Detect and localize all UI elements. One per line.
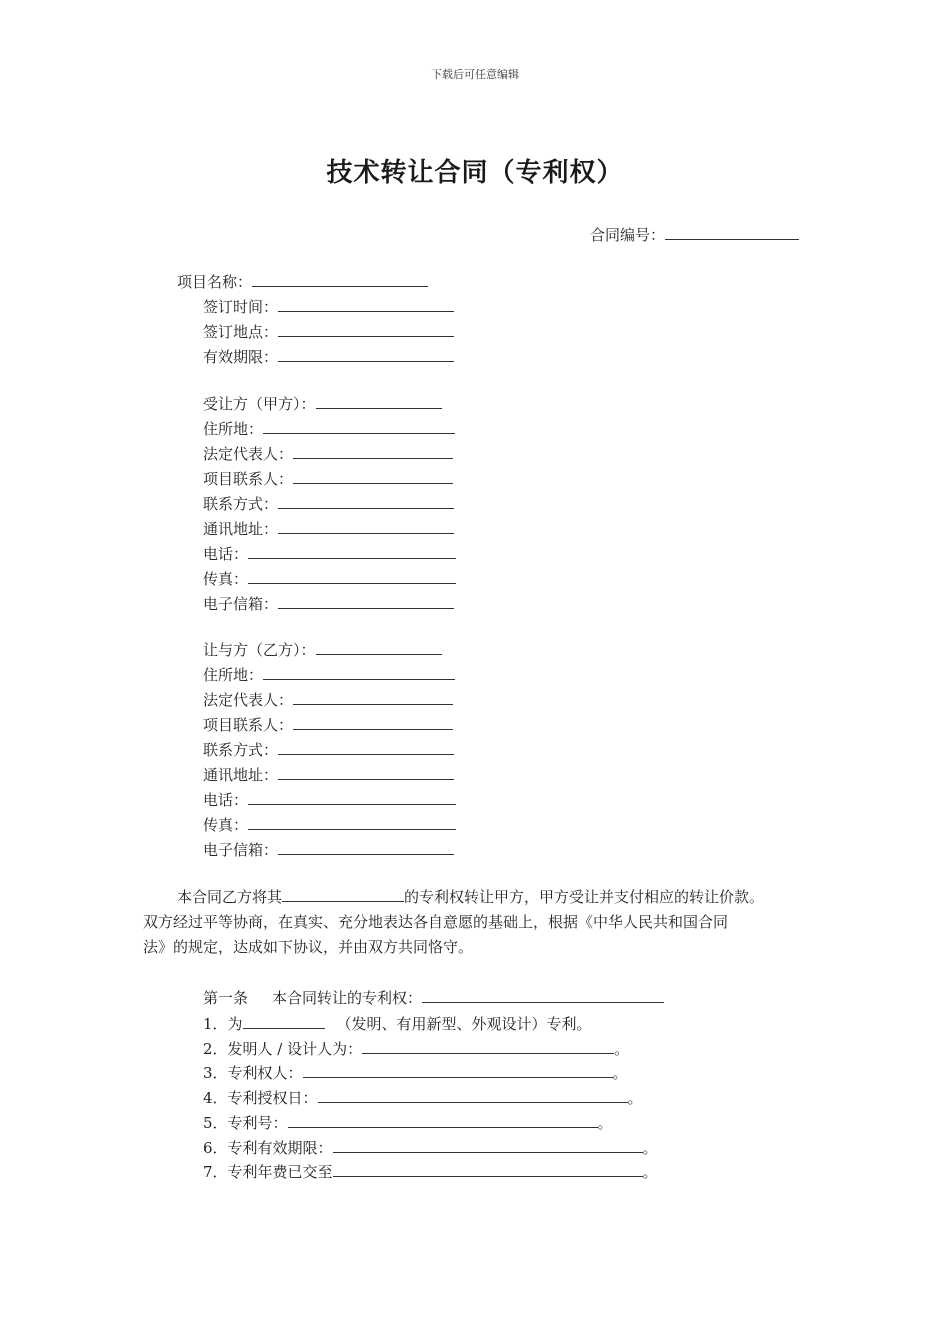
item-6-prefix: 6．专利有效期限： — [203, 1139, 333, 1157]
party-b-heading: 让与方（乙方）： — [203, 641, 316, 659]
party-b-contact-method-blank[interactable] — [278, 740, 454, 755]
party-b-heading-row — [203, 640, 442, 660]
party-a-contact-person-row — [203, 469, 453, 489]
article-1-item-5 — [203, 1113, 613, 1133]
party-b-email-row — [203, 840, 454, 860]
party-b-fax-label: 传真： — [203, 816, 249, 834]
party-a-fax-label: 传真： — [203, 570, 249, 588]
preamble-line-1 — [143, 885, 843, 910]
item-5-suffix: 。 — [597, 1114, 613, 1132]
item-6-blank[interactable] — [333, 1138, 643, 1153]
party-b-residence-label: 住所地： — [203, 666, 264, 684]
contract-number-blank[interactable] — [665, 225, 799, 240]
party-a-legal-rep-row — [203, 444, 453, 464]
item-3-blank[interactable] — [303, 1063, 613, 1078]
party-a-residence-blank[interactable] — [263, 419, 455, 434]
party-a-address-blank[interactable] — [278, 519, 454, 534]
preamble-line-3: 法》的规定，达成如下协议，并由双方共同恪守。 — [143, 938, 474, 956]
article-1-blank[interactable] — [422, 988, 664, 1003]
party-a-contact-person-label: 项目联系人： — [203, 470, 294, 488]
party-a-contact-method-blank[interactable] — [278, 494, 454, 509]
sign-time-label: 签订时间： — [203, 298, 279, 316]
article-1-item-7 — [203, 1162, 658, 1182]
party-b-address-row — [203, 765, 454, 785]
party-b-fax-blank[interactable] — [248, 815, 456, 830]
contract-number-label: 合同编号： — [590, 226, 666, 244]
preamble-text-b: 的专利权转让甲方，甲方受让并支付相应的转让价款。 — [404, 888, 765, 906]
party-b-email-label: 电子信箱： — [203, 841, 279, 859]
header-note: 下载后可任意编辑 — [431, 68, 519, 81]
validity-row — [203, 347, 454, 367]
article-1-item-4 — [203, 1088, 643, 1108]
item-1-suffix: （发明、有用新型、外观设计）专利。 — [336, 1015, 592, 1033]
item-2-prefix: 2．发明人 / 设计人为： — [203, 1040, 363, 1058]
party-a-email-blank[interactable] — [278, 594, 454, 609]
article-1-item-2 — [203, 1039, 629, 1059]
item-6-suffix: 。 — [642, 1139, 658, 1157]
document-title: 技术转让合同（专利权） — [326, 158, 624, 188]
validity-label: 有效期限： — [203, 348, 279, 366]
party-a-heading: 受让方（甲方）： — [203, 395, 316, 413]
contract-number-row — [590, 225, 799, 245]
party-b-legal-rep-label: 法定代表人： — [203, 691, 294, 709]
party-a-residence-label: 住所地： — [203, 420, 264, 438]
item-3-suffix: 。 — [612, 1064, 628, 1082]
party-a-email-label: 电子信箱： — [203, 595, 279, 613]
party-a-legal-rep-label: 法定代表人： — [203, 445, 294, 463]
party-a-address-row — [203, 519, 454, 539]
item-2-blank[interactable] — [362, 1039, 614, 1054]
sign-place-row — [203, 322, 454, 342]
party-b-legal-rep-blank[interactable] — [293, 690, 453, 705]
preamble-patent-blank[interactable] — [282, 887, 404, 902]
item-1-blank[interactable] — [243, 1014, 325, 1029]
preamble-line-2: 双方经过平等协商，在真实、充分地表达各自意愿的基础上，根据《中华人民共和国合同 — [143, 913, 729, 931]
item-7-suffix: 。 — [642, 1163, 658, 1181]
party-a-contact-person-blank[interactable] — [293, 469, 453, 484]
party-b-contact-person-label: 项目联系人： — [203, 716, 294, 734]
preamble-paragraph — [143, 885, 843, 960]
project-name-label: 项目名称： — [177, 273, 253, 291]
validity-blank[interactable] — [278, 347, 454, 362]
party-b-contact-method-label: 联系方式： — [203, 741, 279, 759]
party-b-contact-method-row — [203, 740, 454, 760]
sign-place-blank[interactable] — [278, 322, 454, 337]
article-1-number: 第一条 — [203, 989, 249, 1007]
article-1-item-1 — [203, 1014, 592, 1034]
item-7-blank[interactable] — [333, 1162, 643, 1177]
party-a-phone-row — [203, 544, 456, 564]
party-b-contact-person-blank[interactable] — [293, 715, 453, 730]
party-b-email-blank[interactable] — [278, 840, 454, 855]
party-a-residence-row — [203, 419, 455, 439]
party-b-legal-rep-row — [203, 690, 453, 710]
sign-place-label: 签订地点： — [203, 323, 279, 341]
party-a-heading-row — [203, 394, 442, 414]
party-b-phone-label: 电话： — [203, 791, 249, 809]
party-a-phone-blank[interactable] — [248, 544, 456, 559]
sign-time-blank[interactable] — [278, 297, 454, 312]
party-b-fax-row — [203, 815, 456, 835]
party-a-email-row — [203, 594, 454, 614]
project-name-blank[interactable] — [252, 272, 428, 287]
article-1-item-6 — [203, 1138, 658, 1158]
article-1-heading-row — [203, 988, 664, 1008]
party-b-phone-row — [203, 790, 456, 810]
party-b-phone-blank[interactable] — [248, 790, 456, 805]
party-a-contact-method-label: 联系方式： — [203, 495, 279, 513]
item-1-prefix: 1．为 — [203, 1015, 243, 1033]
item-7-prefix: 7．专利年费已交至 — [203, 1163, 333, 1181]
article-1-text: 本合同转让的专利权： — [272, 989, 423, 1007]
party-a-phone-label: 电话： — [203, 545, 249, 563]
party-b-address-blank[interactable] — [278, 765, 454, 780]
item-5-prefix: 5．专利号： — [203, 1114, 288, 1132]
item-3-prefix: 3．专利权人： — [203, 1064, 303, 1082]
party-b-residence-blank[interactable] — [263, 665, 455, 680]
party-a-contact-method-row — [203, 494, 454, 514]
party-a-fax-row — [203, 569, 456, 589]
item-4-prefix: 4．专利授权日： — [203, 1089, 318, 1107]
party-a-legal-rep-blank[interactable] — [293, 444, 453, 459]
article-1-item-3 — [203, 1063, 628, 1083]
party-b-contact-person-row — [203, 715, 453, 735]
party-b-residence-row — [203, 665, 455, 685]
party-b-address-label: 通讯地址： — [203, 766, 279, 784]
item-4-suffix: 。 — [627, 1089, 643, 1107]
party-a-address-label: 通讯地址： — [203, 520, 279, 538]
party-a-name-blank[interactable] — [316, 394, 442, 409]
preamble-text-a: 本合同乙方将其 — [177, 888, 283, 906]
sign-time-row — [203, 297, 454, 317]
party-a-fax-blank[interactable] — [248, 569, 456, 584]
item-2-suffix: 。 — [614, 1040, 630, 1058]
item-5-blank[interactable] — [288, 1113, 598, 1128]
party-b-name-blank[interactable] — [316, 640, 442, 655]
item-4-blank[interactable] — [318, 1088, 628, 1103]
project-name-row — [177, 272, 428, 292]
